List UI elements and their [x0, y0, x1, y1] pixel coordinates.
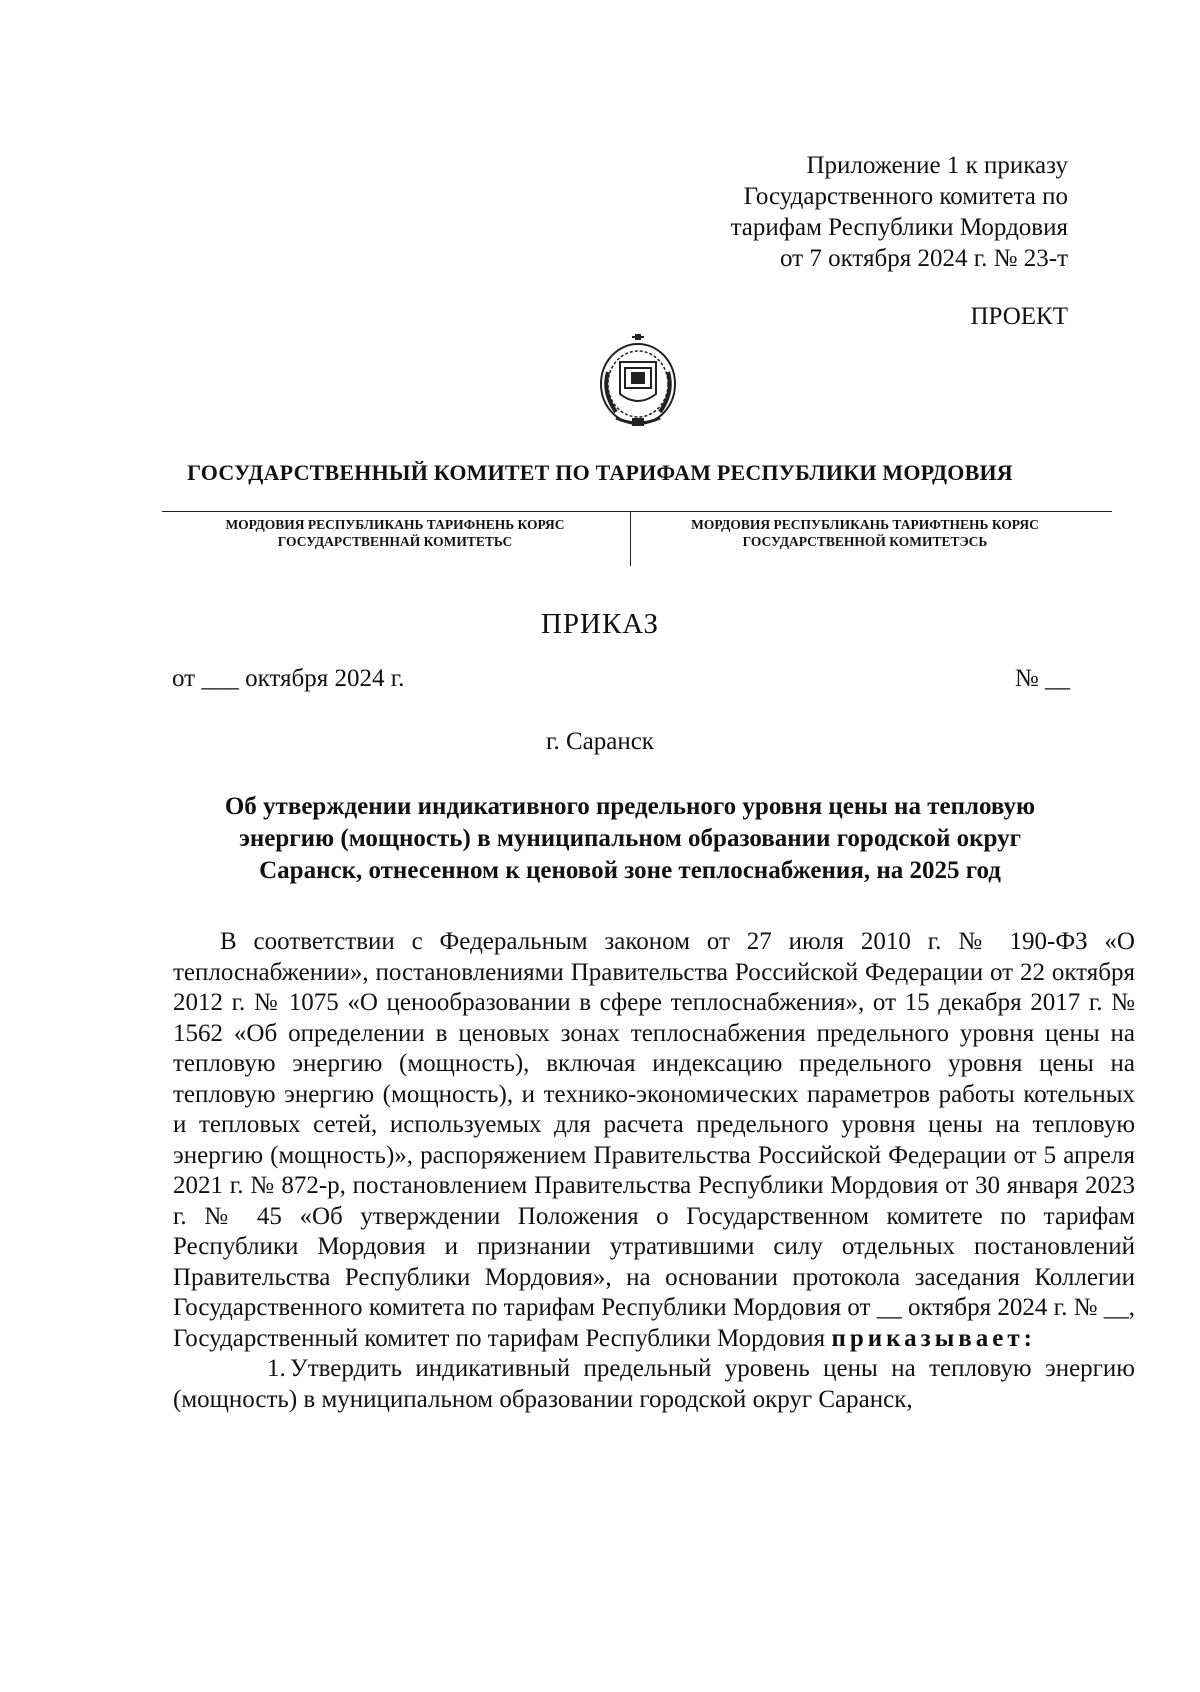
subheader-left [162, 516, 628, 550]
appendix-line-1: Приложение 1 к приказу [806, 152, 1068, 179]
coat-of-arms-emblem [598, 332, 678, 430]
document-body [173, 927, 1135, 1415]
committee-name: ГОСУДАРСТВЕННЫЙ КОМИТЕТ ПО ТАРИФАМ РЕСПУБЛИКИ МОРДОВИЯ [187, 460, 1013, 485]
appendix-line-2: Государственного комитета по [743, 183, 1068, 210]
order-title: ПРИКАЗ [540, 608, 660, 640]
subheader-right [632, 516, 1098, 550]
subheader-right-line-2: ГОСУДАРСТВЕННОЙ КОМИТЕТЭСЬ [742, 534, 988, 549]
subheader-left-line-1: МОРДОВИЯ РЕСПУБЛИКАНЬ ТАРИФНЕНЬ КОРЯС [225, 517, 565, 532]
heading-line-3: Саранск, отнесенном к ценовой зоне теплоснабжения, на 2025 год [259, 857, 1001, 884]
subheader-separator [630, 512, 631, 566]
city-line: г. Саранск [546, 728, 654, 755]
preamble-paragraph [173, 927, 1135, 1354]
header-divider [162, 511, 1112, 512]
heading-line-1: Об утверждении индикативного предельного уровня цены на тепловую [224, 793, 1036, 820]
preamble-text: В соответствии с Федеральным законом от 27 июля 2010 г. № 190-ФЗ «О теплоснабжении», постановлениями Правительства Российской Федерации от 22 октября 2012 г. № 1075 «О ценообразовании в сфере теплоснабжения», от 15 декабря 2017 г. № 1562 «Об определении в ценовых зонах теплоснабжения предельного уровня цены на тепловую энергию (мощность), включая индексацию предельного уровня цены на тепловую энергию (мощность), и технико-экономических параметров работы котельных и тепловых сетей, используемых для расчета предельного уровня цены на тепловую энергию (мощность)», распоряжением Правительства Российской Федерации от 5 апреля 2021 г. № 872-р, постановлением Правительства Республики Мордовия от 30 января 2023 г. № 45 «Об утверждении Положения о Государственном комитете по тарифам Республики Мордовия и признании утратившими силу отдельных постановлений Правительства Республики Мордовия», на основании протокола заседания Коллегии Государственного комитета по тарифам Республики Мордовия от __ октября 2024 г. № __, Государственный комитет по тарифам Республики Мордовия [173, 928, 1135, 1352]
appendix-line-3: тарифам Республики Мордовия [730, 214, 1068, 241]
appendix-block [548, 150, 1068, 274]
heading-line-2: энергию (мощность) в муниципальном образовании городской округ [239, 825, 1021, 852]
appendix-line-4: от 7 октября 2024 г. № 23-т [779, 245, 1068, 272]
subheader-right-line-1: МОРДОВИЯ РЕСПУБЛИКАНЬ ТАРИФТНЕНЬ КОРЯС [691, 517, 1039, 532]
subheader-left-line-2: ГОСУДАРСТВЕННАЙ КОМИТЕТЬС [277, 534, 513, 549]
item-1-paragraph [173, 1354, 1135, 1415]
order-number: № __ [1014, 665, 1070, 692]
order-date: от ___ октября 2024 г. [172, 665, 405, 692]
decree-word: приказывает: [831, 1324, 1036, 1352]
item-1-number: 1. [267, 1355, 286, 1382]
draft-label: ПРОЕКТ [970, 303, 1068, 330]
item-1-text: Утвердить индикативный предельный уровень цены на тепловую энергию (мощность) в муниципальном образовании городской округ Саранск, [173, 1355, 1135, 1413]
document-heading [180, 791, 1080, 887]
